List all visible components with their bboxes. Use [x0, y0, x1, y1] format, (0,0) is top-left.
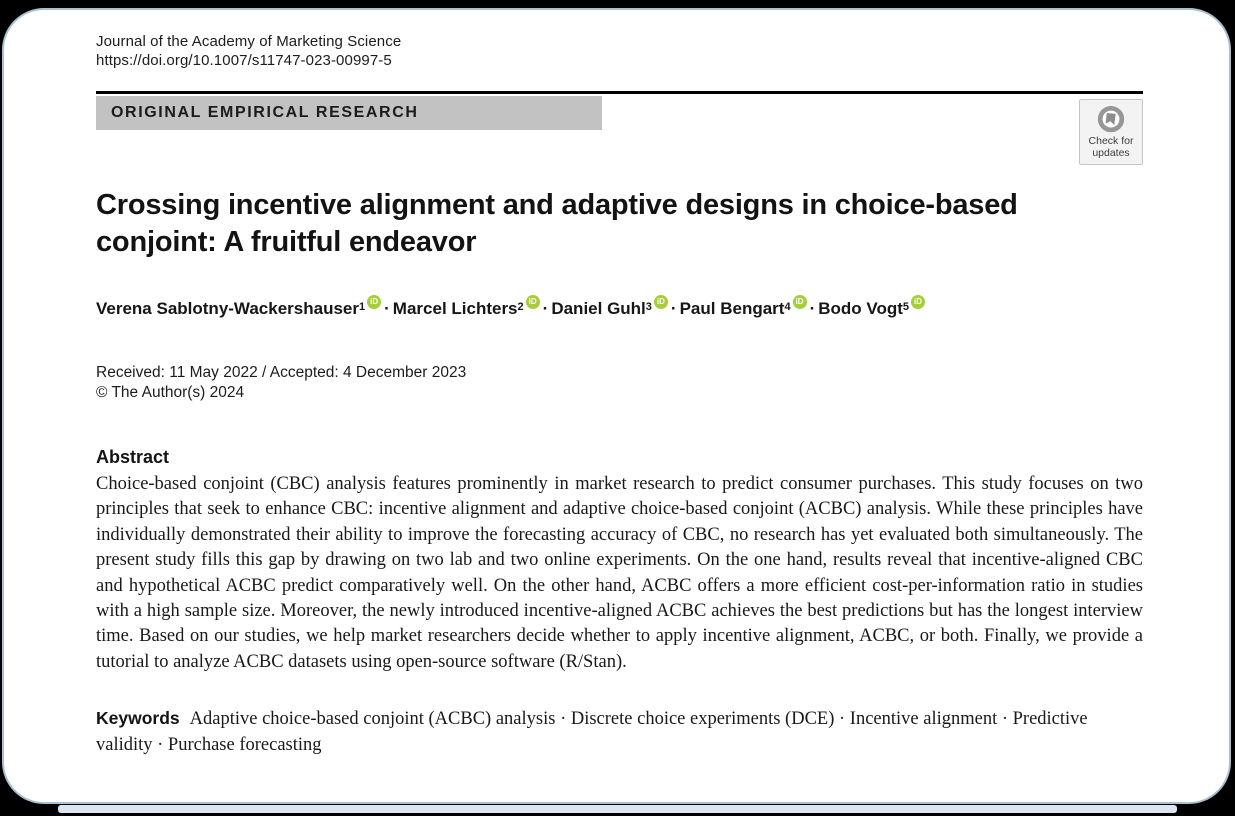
- author-affiliation-mark: 5: [902, 301, 910, 313]
- orcid-icon[interactable]: iD: [654, 295, 668, 309]
- author-affiliation-mark: 3: [645, 301, 652, 313]
- keywords-block: [96, 705, 1143, 758]
- article-title: Crossing incentive alignment and adaptive designs in choice-based conjoint: A fruitful endeavor: [96, 189, 1018, 258]
- journal-name: Journal of the Academy of Marketing Science: [96, 33, 402, 50]
- crossmark-icon: [1096, 105, 1126, 135]
- orcid-icon[interactable]: iD: [367, 295, 381, 309]
- keywords-text: Adaptive choice-based conjoint (ACBC) analysis · Discrete choice experiments (DCE) · Incentive alignment · Predictive validity · Purchase forecasting: [96, 709, 1088, 756]
- author-separator: ·: [809, 299, 816, 318]
- author-name: Bodo Vogt: [818, 299, 903, 318]
- abstract-text: Choice-based conjoint (CBC) analysis features prominently in market research to predict consumer purchases. This study focuses on two principles that seek to enhance CBC: incentive alignment and adaptive choice-based conjoint (ACBC) analysis. While these principles have individually demonstrated their ability to improve the forecasting accuracy of CBC, no research has yet evaluated both simultaneously. The present study fills this gap by drawing on two lab and two online experiments. On the one hand, results reveal that incentive-aligned CBC and hypothetical ACBC predict comparatively well. On the other hand, ACBC offers a more efficient cost-per-information ratio in studies with a high sample size. Moreover, the newly introduced incentive-aligned ACBC achieves the best predictions but has the longest interview time. Based on our studies, we help market researchers decide whether to apply incentive alignment, ACBC, or both. Finally, we provide a tutorial to analyze ACBC datasets using open-source software (R/Stan).: [96, 474, 1143, 672]
- check-badge-line1: Check for: [1088, 135, 1134, 147]
- author-name: Verena Sablotny-Wackershauser: [96, 299, 359, 318]
- author-affiliation-mark: 4: [784, 301, 791, 313]
- abstract-heading: Abstract: [96, 447, 170, 467]
- orcid-icon[interactable]: iD: [526, 295, 540, 309]
- author-name: Paul Bengart: [679, 299, 785, 318]
- orcid-icon[interactable]: iD: [911, 295, 925, 309]
- author-separator: ·: [384, 299, 390, 318]
- author-affiliation-mark: 2: [517, 301, 524, 313]
- doi-link[interactable]: https://doi.org/10.1007/s11747-023-00997-5: [96, 52, 392, 69]
- check-badge-line2: updates: [1092, 146, 1130, 159]
- journal-meta: [96, 32, 1143, 70]
- keywords-heading: Keywords: [96, 708, 180, 729]
- section-banner: ORIGINAL EMPIRICAL RESEARCH: [96, 96, 602, 130]
- author-separator: ·: [542, 299, 549, 318]
- author-name: Daniel Guhl: [551, 299, 646, 318]
- check-for-updates-badge[interactable]: [1079, 99, 1143, 165]
- author-name: Marcel Lichters: [392, 299, 518, 318]
- article-page: [2, 8, 1231, 804]
- orcid-icon[interactable]: iD: [793, 295, 807, 309]
- dates-block: [96, 363, 1143, 403]
- authors-line: [96, 297, 1143, 321]
- author-affiliation-mark: 1: [359, 301, 366, 313]
- article-content: [4, 10, 1229, 802]
- check-badge-text: [1089, 136, 1134, 159]
- author-separator: ·: [670, 299, 677, 318]
- received-accepted: Received: 11 May 2022 / Accepted: 4 December 2023: [96, 364, 467, 381]
- header-rule: [96, 91, 1143, 94]
- next-page-edge: [58, 805, 1177, 813]
- copyright-line: © The Author(s) 2024: [96, 384, 245, 401]
